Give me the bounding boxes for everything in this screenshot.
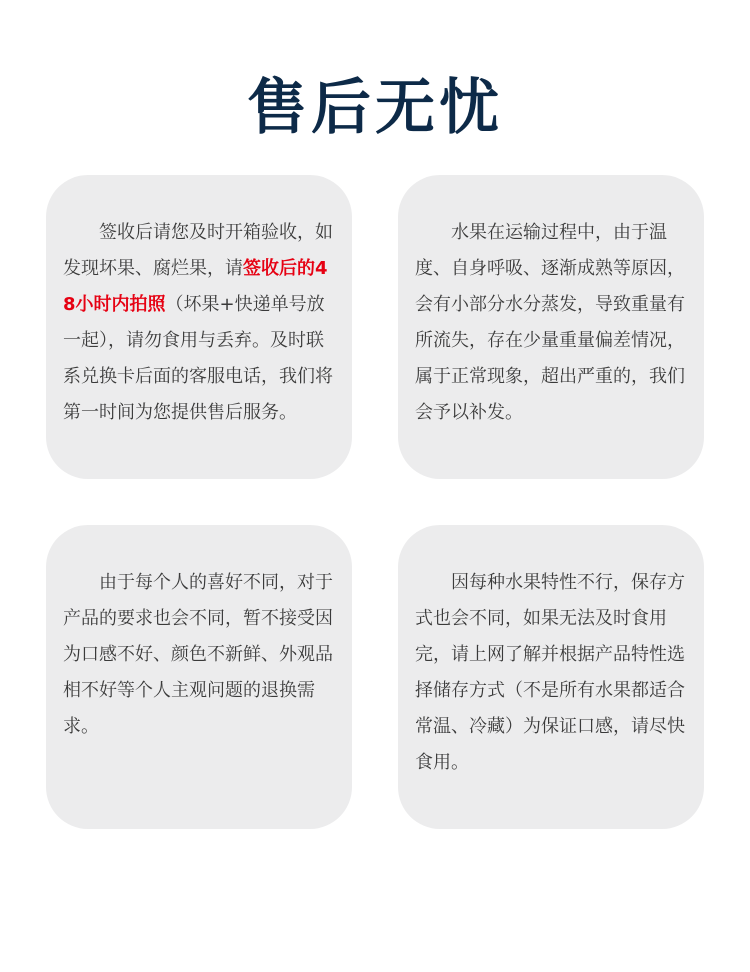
- card-highlight-text: 签收后的48小时内拍照: [63, 258, 328, 315]
- after-sales-card-weight: [398, 175, 704, 479]
- card-paragraph: [63, 215, 334, 431]
- card-paragraph: 因每种水果特性不行，保存方式也会不同，如果无法及时食用完，请上网了解并根据产品特性选择储存方式（不是所有水果都适合常温、冷藏）为保证口感，请尽快食用。: [415, 572, 685, 773]
- after-sales-card-storage: [398, 525, 704, 829]
- after-sales-card-inspection: [46, 175, 352, 479]
- card-text-before: 签收后请您及时开箱验收，如发现坏果、腐烂果，请: [63, 222, 333, 279]
- card-paragraph: 水果在运输过程中，由于温度、自身呼吸、逐渐成熟等原因，会有小部分水分蒸发，导致重量有所流失，存在少量重量偏差情况，属于正常现象，超出严重的，我们会予以补发。: [415, 222, 685, 423]
- card-paragraph: 由于每个人的喜好不同，对于产品的要求也会不同，暂不接受因为口感不好、颜色不新鲜、外观品相不好等个人主观问题的退换需求。: [63, 572, 333, 737]
- after-sales-card-preference: [46, 525, 352, 829]
- page-title: 售后无忧: [247, 73, 503, 143]
- card-text-after: （坏果+快递单号放一起），请勿食用与丢弃。及时联系兑换卡后面的客服电话，我们将第一时间为您提供售后服务。: [63, 294, 333, 423]
